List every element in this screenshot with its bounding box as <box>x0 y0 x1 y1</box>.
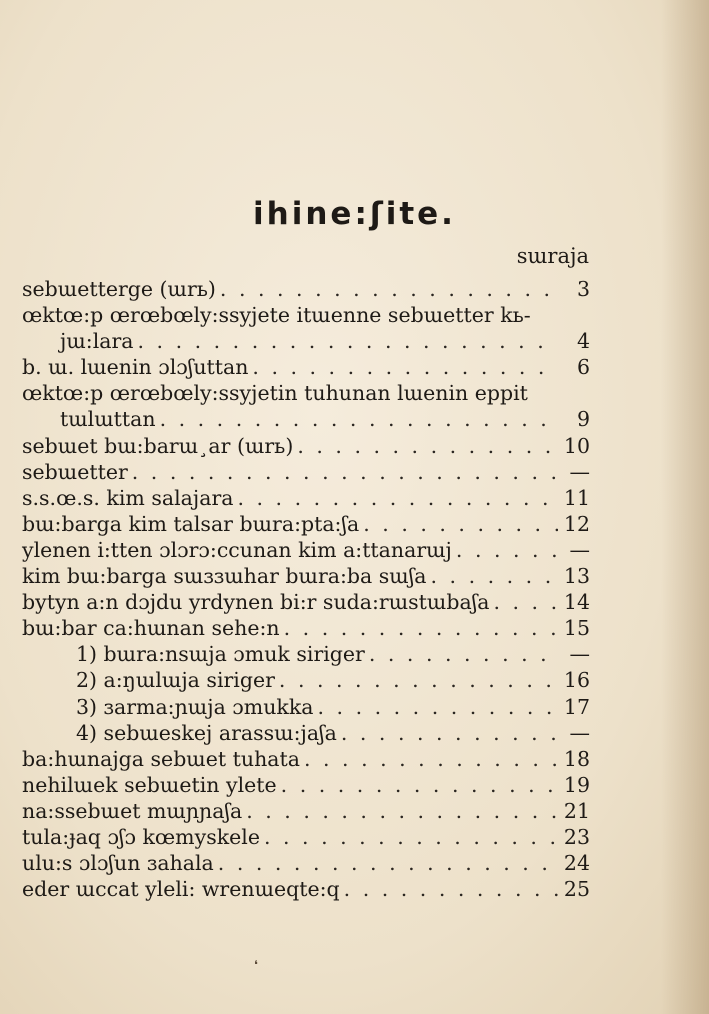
toc-page-number: 16 <box>563 668 590 693</box>
dot-leader <box>246 798 558 824</box>
toc-page-number: 18 <box>563 746 590 771</box>
toc-page-number: 13 <box>563 564 590 589</box>
toc-page-number: 24 <box>563 851 590 876</box>
toc-entry <box>22 850 590 876</box>
toc-entry-title: bytyn a:n dɔjdu yrdynen bi:r suda:rɯstɯbaʃa <box>22 590 490 615</box>
dot-leader <box>456 537 558 563</box>
toc-entry <box>22 380 590 432</box>
toc-entry <box>22 641 590 667</box>
ink-speck: ❛ <box>254 958 258 972</box>
toc-entry-title: bɯ:barga kim talsar bɯra:pta:ʃa <box>22 511 360 536</box>
dot-leader <box>237 485 558 511</box>
toc-entry <box>22 354 590 380</box>
dot-leader <box>493 589 558 615</box>
toc-entry-title: eder ɯccat yleli: wrenɯeqte:q <box>22 877 340 902</box>
dot-leader <box>220 276 558 302</box>
toc-entry <box>22 459 590 485</box>
toc-entry <box>22 433 590 459</box>
toc-entry-title: nehilɯek sebɯetin ylete <box>22 772 277 797</box>
toc-page-number: 4 <box>576 329 590 354</box>
toc-entry-title: s.s.œ.s. kim salajara <box>22 485 234 510</box>
toc-entry <box>22 798 590 824</box>
toc-entry-title: ba:hɯnajga sebɯet tuhata <box>22 746 300 771</box>
toc-entry-title: bɯ:bar ca:hɯnan sehe:n <box>22 616 280 641</box>
toc-entry-title: 2) a:ŋɯlɯja siriger <box>76 668 275 693</box>
toc-page-number: 19 <box>563 772 590 797</box>
toc-page-number: 10 <box>563 433 590 458</box>
toc-entry-title: ylenen i:tten ɔlɔrɔ:ccunan kim a:ttanarɯj <box>22 537 452 562</box>
page-number-column-header: sɯraja <box>516 244 589 268</box>
toc-page-number: — <box>569 720 590 745</box>
toc-page-number: 9 <box>576 407 590 432</box>
table-of-contents <box>22 276 590 902</box>
toc-page-number: 17 <box>563 694 590 719</box>
toc-page-number: 25 <box>563 877 590 902</box>
toc-entry <box>22 615 590 641</box>
toc-entry <box>22 667 590 693</box>
toc-entry-title: b. ɯ. lɯenin ɔlɔʃuttan <box>22 355 249 380</box>
dot-leader <box>252 354 558 380</box>
toc-entry <box>22 824 590 850</box>
dot-leader <box>344 876 558 902</box>
toc-entry-title: œktœ:p œrœbœly:ssyjetin tuhunan lɯenin eppit <box>22 381 528 406</box>
toc-entry-title: sebɯet bɯ:barɯ¸ar (ɯrь) <box>22 433 294 458</box>
toc-page-number: 6 <box>576 355 590 380</box>
dot-leader <box>279 667 558 693</box>
page-title: ihine:ʃite. <box>253 196 456 232</box>
dot-leader <box>297 433 558 459</box>
dot-leader <box>264 824 558 850</box>
toc-entry <box>22 589 590 615</box>
toc-entry-title: œktœ:p œrœbœly:ssyjete itɯenne sebɯetter kь- <box>22 303 531 328</box>
toc-entry <box>22 485 590 511</box>
dot-leader <box>318 694 559 720</box>
toc-entry <box>22 276 590 302</box>
toc-entry-title: kim bɯ:barga sɯɜɜɯhar bɯra:ba sɯʃa <box>22 564 427 589</box>
toc-entry-title: tɯlɯttan <box>60 407 156 432</box>
dot-leader <box>363 511 558 537</box>
toc-entry-title: sebɯetterge (ɯrь) <box>22 277 216 301</box>
toc-page-number: 11 <box>563 485 590 510</box>
toc-page-number: 14 <box>563 590 590 615</box>
toc-entry <box>22 746 590 772</box>
dot-leader <box>132 459 558 485</box>
dot-leader <box>284 615 558 641</box>
toc-entry <box>22 511 590 537</box>
toc-page-number: 23 <box>563 824 590 849</box>
dot-leader <box>304 746 558 772</box>
toc-entry-title: na:ssebɯet mɯɲɲaʃa <box>22 798 243 823</box>
toc-entry <box>22 302 590 354</box>
toc-entry <box>22 876 590 902</box>
toc-entry <box>22 563 590 589</box>
toc-page-number: 21 <box>563 798 590 823</box>
page-edge-shadow <box>661 0 709 1014</box>
toc-page-number: 15 <box>563 616 590 641</box>
dot-leader <box>160 406 558 432</box>
dot-leader <box>281 772 558 798</box>
toc-entry-title: jɯ:lara <box>60 329 134 354</box>
toc-page-number: 3 <box>576 277 590 301</box>
toc-page-number: — <box>569 537 590 562</box>
toc-entry-title: 4) sebɯeskej arassɯ:jaʃa <box>76 720 337 745</box>
dot-leader <box>138 328 558 354</box>
toc-entry <box>22 694 590 720</box>
dot-leader <box>431 563 558 589</box>
dot-leader <box>369 641 558 667</box>
dot-leader <box>341 720 558 746</box>
toc-page-number: — <box>569 642 590 667</box>
toc-page-number: 12 <box>563 511 590 536</box>
toc-entry <box>22 720 590 746</box>
toc-entry-title: ulu:s ɔlɔʃun ɜahala <box>22 851 214 876</box>
toc-entry <box>22 537 590 563</box>
toc-entry-title: tula:ɟaq ɔʃɔ kœmyskele <box>22 824 260 849</box>
toc-entry-title: 1) bɯra:nsɯja ɔmuk siriger <box>76 642 365 667</box>
toc-entry <box>22 772 590 798</box>
toc-entry-title: 3) ɜarma:ɲɯja ɔmukka <box>76 694 314 719</box>
dot-leader <box>218 850 558 876</box>
toc-page-number: — <box>569 459 590 484</box>
toc-entry-title: sebɯetter <box>22 459 128 484</box>
